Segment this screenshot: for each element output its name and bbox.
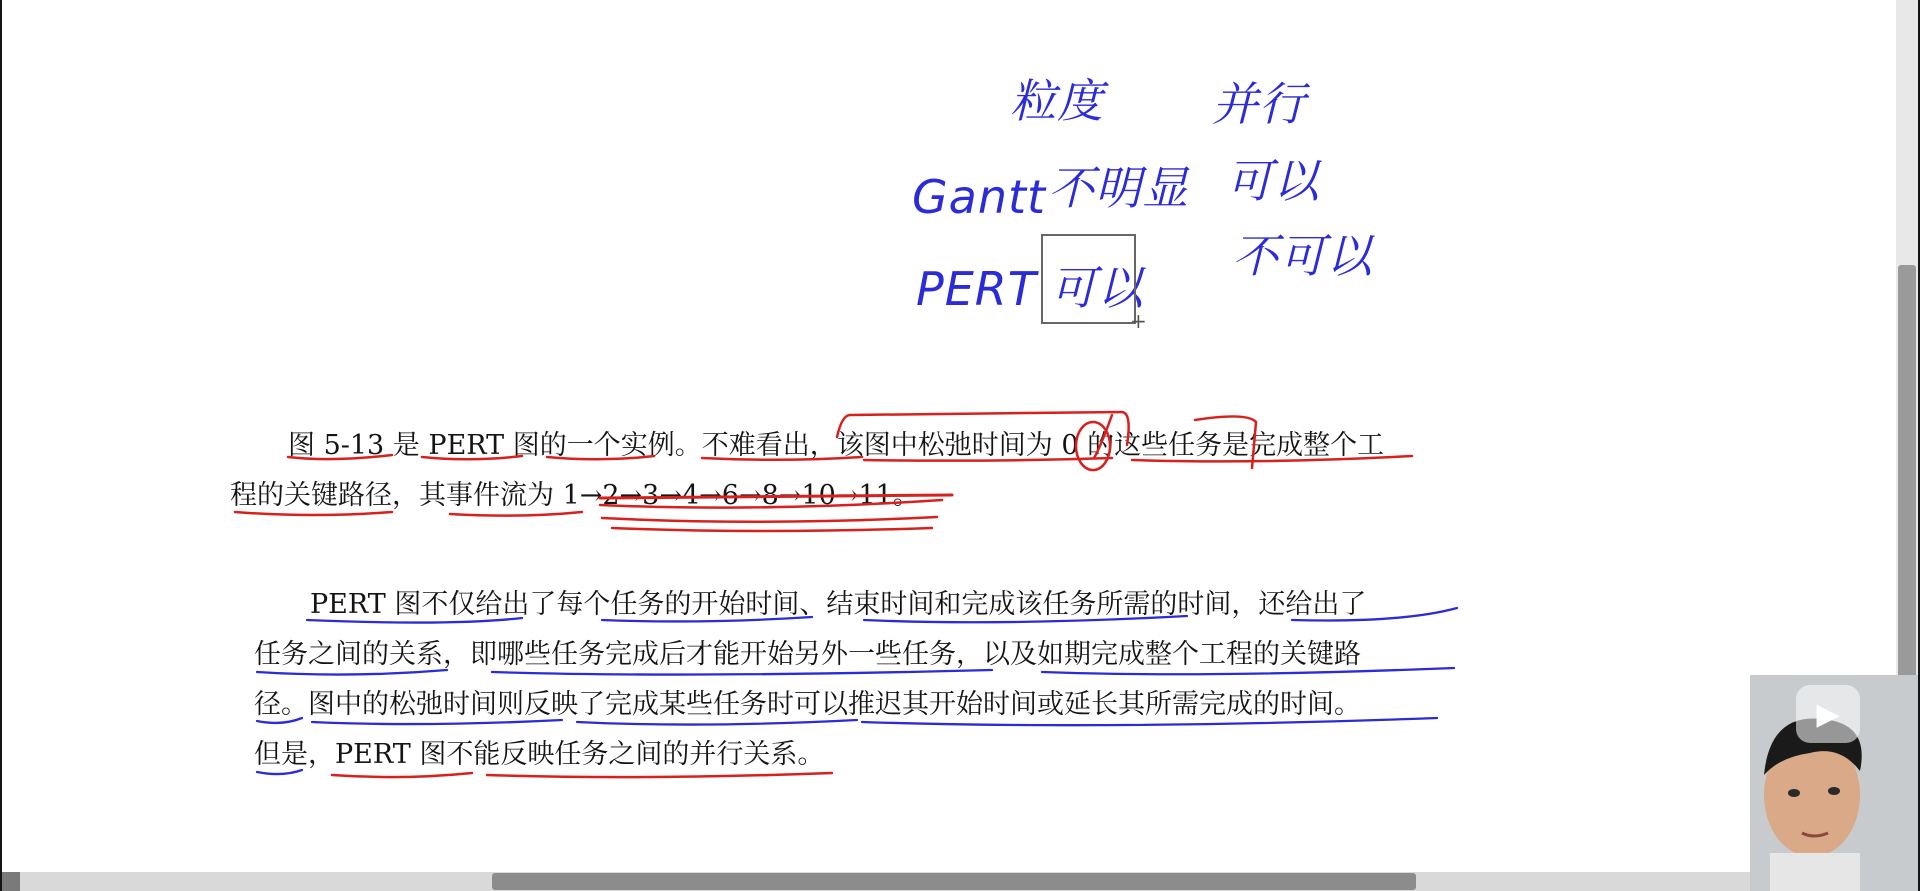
paragraph-2-line-1: PERT 图不仅给出了每个任务的开始时间、结束时间和完成该任务所需的时间，还给出了 xyxy=(310,589,1367,620)
hw-gantt-parallel: 可以 xyxy=(1226,154,1320,208)
play-icon[interactable]: ▶ xyxy=(1796,685,1860,743)
hw-col-parallel: 并行 xyxy=(1212,77,1306,131)
hw-col-granularity: 粒度 xyxy=(1010,74,1104,128)
paragraph-2 xyxy=(254,580,1366,780)
paragraph-2-line-2: 任务之间的关系，即哪些任务完成后才能开始另外一些任务，以及如期完成整个工程的关键路 xyxy=(254,639,1361,670)
hw-pert-granularity: 可以 xyxy=(1050,261,1144,315)
hw-row-gantt: Gantt xyxy=(912,170,1047,224)
scroll-left-arrow-icon[interactable] xyxy=(2,872,20,891)
hw-row-pert: PERT xyxy=(916,262,1037,316)
vertical-scrollbar-thumb[interactable] xyxy=(1898,265,1916,681)
horizontal-scrollbar[interactable] xyxy=(2,872,1918,891)
paragraph-2-line-3: 径。图中的松弛时间则反映了完成某些任务时可以推迟其开始时间或延长其所需完成的时间。 xyxy=(254,689,1361,720)
hw-pert-parallel: 不可以 xyxy=(1232,229,1373,283)
hw-gantt-granularity: 不明显 xyxy=(1048,161,1189,215)
horizontal-scrollbar-thumb[interactable] xyxy=(492,873,1416,890)
paragraph-1-line-1: 图 5-13 是 PERT 图的一个实例。不难看出，该图中松弛时间为 0 的这些任务是完成整个工 xyxy=(288,430,1385,461)
document-page xyxy=(2,0,1918,891)
paragraph-1-line-2: 程的关键路径，其事件流为 1→2→3→4→6→8→10→11。 xyxy=(230,480,920,511)
webcam-overlay xyxy=(1750,675,1918,891)
zero-value: 0 xyxy=(1061,430,1079,461)
paragraph-2-line-4: 但是，PERT 图不能反映任务之间的并行关系。 xyxy=(254,739,825,770)
paragraph-1 xyxy=(230,421,1384,521)
cursor-crosshair-icon: + xyxy=(1130,309,1147,333)
